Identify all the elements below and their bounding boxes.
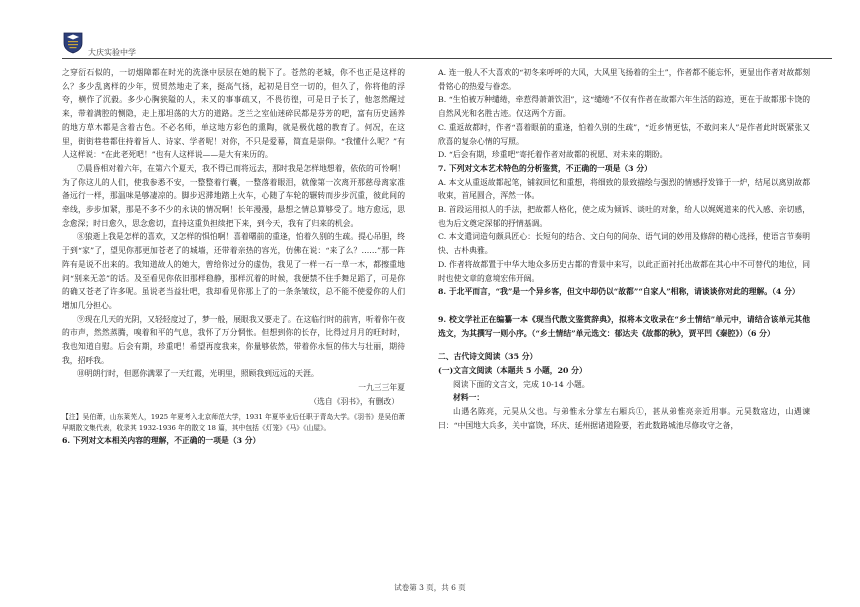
question-6-stem: 6. 下列对文本相关内容的理解，不正确的一项是（3 分） [62, 435, 261, 445]
q6-option-d: D. “后会有期，珍重吧”寄托着作者对故都的祝愿、对未来的期盼。 [438, 150, 668, 160]
passage-footnote: 【注】吴伯萧，山东莱芜人，1925 年夏考入北京师范大学，1931 年夏毕业后任职于青岛大学。《羽书》是吴伯萧早期散文集代表，收录其 1932-1936 年的散文 18 篇，其中包括《灯笼》《马》《山屋》。 [62, 412, 405, 432]
q7-option-c: C. 本文遣词造句颇具匠心：长短句的结合、文白句的间杂、语气词的妙用及修辞的精心选择，使语言节奏明快、古朴典雅。 [438, 232, 810, 256]
right-column [438, 66, 810, 433]
school-logo-icon [62, 30, 84, 54]
header-divider [62, 58, 832, 59]
passage-paragraph-6: 之穿衍石似的，一切烟障都在时光的洗涤中层层在她的脱下了。苍然的老城，你不也正是这样的么？多少乱离样的少年，贸贸然地走了来，挺高气扬，起初是目空一切的，但久了，你将他的浮夸，横作了沉毅。多少心胸狭隘的人，未又的事事疏又，不畏彷徨，可是日子长了，他忽然醒过来，带着满腔的恻隐，走上那坦荡的大方的道路。芝兰之室仙迷碎民都是芬芳的吧，富有历史涵养的地方草木都是含着古色。不必名师，单这地方彩色的熏陶，就是极优越的教育了。何况，在这里，街街巷巷都住持着旨人、诗家、学者呢！对你，不只是爱幕，简直是崇仰。“我懂什么呢？”有人这样说：“在此老死吧！”也有人这样说——是大有来历的。 [62, 68, 405, 160]
material-one-label: 材料一： [453, 393, 485, 403]
school-name: 大庆实验中学 [88, 48, 136, 57]
passage-paragraph-7: ⑦晨昏相对着六年，在第六个夏天，我不得已而将远去，那时我是怎样地想着，依依的可怜啊！为了你这儿的人们，使我参悉不安，一整整着行囊，一整落着眼泪，就像第一次离开那慈母离家准备远行一样，那温味是够凄凉的。脚步迟滞地踏上火车，心随了车轮的辗转而步步沉重，彼此间的牵线，步步加紧，那是不多不少的永诀的情况啊！长年漫漫，悬想之情总算够受了。地方愈远，思念愈深；时日愈久，思念愈切，直持这重负担续把下来，到今天，我有了归来的机会。 [62, 163, 405, 228]
page-header [0, 0, 860, 64]
question-9-stem: 9. 校文学社正在编纂一本《现当代散文鉴赏辞典》，拟将本文收录在“乡土情结”单元中，请结合该单元其他选文，为其撰写一则小序。（“乡土情结”单元选文：郁达夫《故都的秋》，贾平凹《秦腔》）（6 分） [438, 314, 810, 338]
q6-option-c: C. 重返故都时，作者“喜着眼前的重逢，怕着久别的生疏”，“近乡情更怯，不敢问来人”是作者此时既紧张又欣喜的复杂心情的写照。 [438, 122, 810, 146]
q7-option-b: B. 首段运用拟人的手法，把故都人格化，使之成为倾诉、谈吐的对象，给人以娓娓道来的代入感、亲切感，也为后文奠定深郁的抒情基调。 [438, 205, 810, 228]
question-8-stem: 8. 于北平而言，“我”是一个异乡客，但文中却仍以“故都”“自家人”相称，请谈谈你对此的理解。（4 分） [438, 287, 800, 297]
q7-option-a: A. 本文从重返故都起笔，铺叙回忆和重想，将细致的景致描绘与强烈的情感抒发锋于一炉，结尾以离别故都收束，首尾圆合，浑然一体。 [438, 177, 810, 201]
subsection-heading: (一)文言文阅读（本题共 5 小题，20 分） [438, 366, 587, 376]
passage-date: 一九三三年夏 [358, 383, 405, 393]
passage-paragraph-8: ⑧狼逝上我是怎样的喜欢，又怎样的惧怕啊！喜着曙前的重逢，怕着久别的生疏。提心吊胆，终于到“家”了，望见你那更加苍老了的城墙，还带着亲热的容光，仿佛在说：“来了么？……”那一阵阵有是说不出来的。我知道故人的她大，曾给你过分的虚伪，我见了一样一石一草一木，都擦重地问“别来无恙”的话。及至看见你依旧那样稳静，那样沉着的时候，我便禁不住手舞足蹈了，可是你的确又苍老了许多呢。虽说老当益壮吧，我却看见你那上了的一条条皱纹，总不能不使爱你的人们增加几分担心。 [62, 232, 405, 310]
passage-source: （选自《羽书》，有删改） [309, 396, 399, 406]
section-2-heading: 二、古代诗文阅读（35 分） [438, 352, 538, 362]
reading-instruction: 阅读下面的文言文，完成 10-14 小题。 [453, 379, 590, 389]
q6-option-a: A. 连一般人不大喜欢的“初冬来呼呼的大风，大风里飞扬着的尘土”，作者都不能忘怀，更显出作者对故都刻骨铭心的热爱与眷恋。 [438, 68, 810, 91]
material-one-text: 山遇名陈亮，元昊从父也。与弟惟永分掌左右厢兵①，甚从弟惟亮亲近用事。元昊数寇边，山遇谏曰：“中国地大兵多，关中富饶，环庆、延州据诸道险要，若此数路城池尽修攻守之备， [438, 407, 810, 430]
passage-paragraph-9: ⑨现在几天的光阴，又轻轻度过了，梦一般，展眼我又要走了。在这临行时的前宵，听着你午夜的市声，然然蒸腾，嗅着和平的气息，我怀了万分惘怅。但想到你的长存，比得过月月的旺时时，我也知道自慰。后会有期，珍重吧！希望再度我来，你量够依然，带着你永恒的伟大与壮丽，期待我，招呼我。 [62, 314, 405, 365]
passage-paragraph-10: ⑩明朗行时，但愿你满翠了一天红霞，光明里，照顾我到远远的天涯。 [77, 369, 319, 379]
left-column [62, 66, 405, 447]
question-7-stem: 7. 下列对文本艺术特色的分析鉴赏，不正确的一项是（3 分） [438, 163, 652, 173]
q7-option-d: D. 作者将故都置于中华大地众多历史古都的背景中来写，以此正面衬托出故都在其心中不可替代的地位，同时也使文章的意境宏伟开阔。 [438, 259, 810, 283]
q6-option-b: B. “生怕被万种缱绻，牵惹得萧萧饮泪”，这“缱绻”不仅有作者在故都六年生活的踪迹，更在于故都那卡饶的自然风光和名胜古迹。仅这两个方面。 [438, 95, 810, 119]
page-footer: 试卷第 3 页，共 6 页 [394, 583, 466, 592]
